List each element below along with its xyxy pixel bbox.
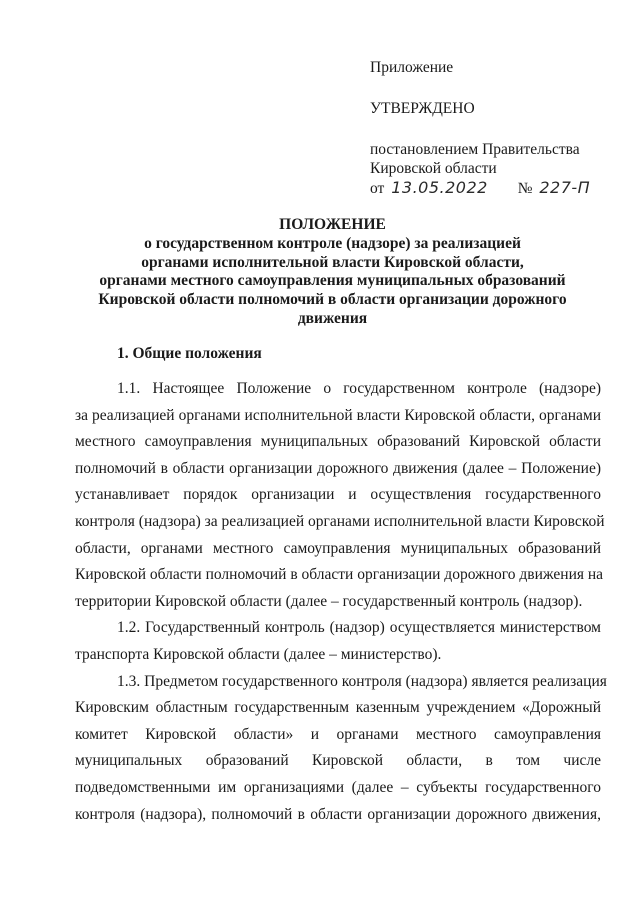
document-heading bbox=[60, 216, 605, 329]
handwritten-number: 227-П bbox=[539, 178, 591, 197]
paragraph-line: 1.1. Настоящее Положение о государственном контроле (надзоре) bbox=[117, 380, 601, 397]
heading-title: ПОЛОЖЕНИЕ bbox=[279, 216, 386, 233]
paragraph-line: контроля (надзора), полномочий в области организации дорожного движения, bbox=[75, 805, 601, 823]
decree-line-1: постановлением Правительства bbox=[370, 141, 580, 158]
heading-line: органами местного самоуправления муниципальных образований bbox=[99, 272, 566, 290]
paragraph-line: 1.2. Государственный контроль (надзор) осуществляется министерством bbox=[117, 619, 601, 637]
appendix-label: Приложение bbox=[370, 59, 454, 76]
paragraph-line: местного самоуправления муниципальных образований Кировской области bbox=[75, 433, 601, 451]
section-title: 1. Общие положения bbox=[117, 345, 262, 362]
document-body bbox=[75, 376, 607, 828]
paragraph-line: комитет Кировской области» и органами местного самоуправления bbox=[75, 725, 601, 743]
heading-line: о государственном контроле (надзоре) за реализацией bbox=[144, 234, 521, 252]
approved-label: УТВЕРЖДЕНО bbox=[370, 100, 475, 117]
paragraph-line: за реализацией органами исполнительной власти Кировской области, органами bbox=[75, 406, 601, 424]
paragraph-line: подведомственными им организациями (далее – субъекты государственного bbox=[75, 778, 601, 796]
decree-line-2: Кировской области bbox=[370, 160, 497, 177]
handwritten-date: 13.05.2022 bbox=[391, 178, 488, 197]
paragraph-line: области, органами местного самоуправления муниципальных образований bbox=[75, 539, 601, 557]
approval-block bbox=[370, 58, 620, 198]
date-prefix: от bbox=[370, 180, 385, 197]
paragraph-line: 1.3. Предметом государственного контроля (надзора) является реализация bbox=[117, 672, 607, 690]
paragraph-line: транспорта Кировской области (далее – министерство). bbox=[75, 645, 442, 663]
heading-line: органами исполнительной власти Кировской области, bbox=[141, 253, 524, 271]
heading-line: Кировской области полномочий в области организации дорожного bbox=[98, 291, 567, 309]
heading-line: движения bbox=[297, 309, 368, 327]
paragraph-line: муниципальных образований Кировской области, в том числе bbox=[75, 752, 601, 770]
decree-date-number-line bbox=[370, 178, 620, 198]
paragraph-line: Кировской области полномочий в области организации дорожного движения на bbox=[75, 566, 604, 584]
paragraph-line: Кировским областным государственным казенным учреждением «Дорожный bbox=[75, 699, 601, 717]
number-prefix: № bbox=[517, 180, 533, 197]
paragraph-line: территории Кировской области (далее – государственный контроль (надзор). bbox=[75, 592, 583, 610]
paragraph-line: устанавливает порядок организации и осуществления государственного bbox=[75, 486, 601, 504]
paragraph-line: контроля (надзора) за реализацией органами исполнительной власти Кировской bbox=[75, 512, 605, 530]
paragraph-line: полномочий в области организации дорожного движения (далее – Положение) bbox=[75, 459, 601, 477]
